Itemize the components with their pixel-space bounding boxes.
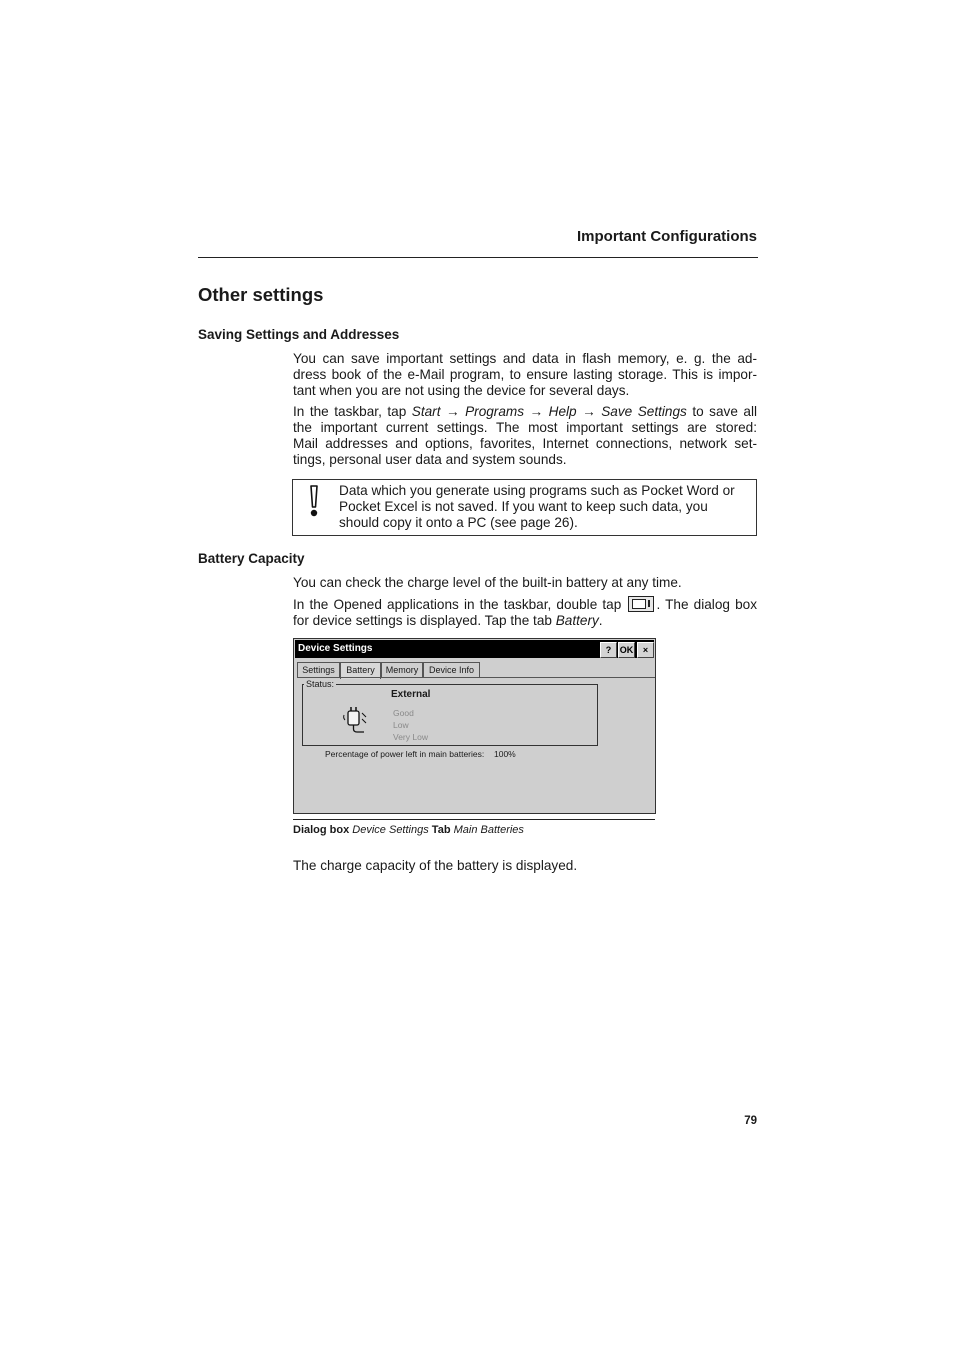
note-line: Pocket Excel is not saved. If you want to keep such data, you bbox=[339, 499, 708, 514]
level-good: Good bbox=[393, 708, 414, 718]
battery-heading: Battery Capacity bbox=[198, 551, 305, 566]
text-line: tant when you are not using the device for several days. bbox=[293, 383, 630, 398]
battery-paragraph-2 bbox=[293, 596, 757, 629]
text-line: You can save important settings and data in flash memory, e. g. the ad- bbox=[293, 351, 757, 366]
text-line: dress book of the e-Mail program, to ensure lasting storage. This is impor- bbox=[293, 367, 757, 382]
device-settings-dialog bbox=[293, 638, 656, 814]
text-line: for device settings is displayed. Tap the tab Battery. bbox=[293, 613, 603, 628]
close-button[interactable]: × bbox=[637, 642, 654, 658]
text-line: You can check the charge level of the built-in battery at any time. bbox=[293, 575, 682, 590]
percent-label: Percentage of power left in main batteries: bbox=[325, 749, 485, 759]
header-rule bbox=[198, 257, 758, 258]
running-header: Important Configurations bbox=[577, 228, 757, 245]
power-plug-icon bbox=[342, 705, 368, 733]
text-line: In the taskbar, tap Start → Programs → Help → Save Settings to save all bbox=[293, 404, 757, 419]
text-line: the important current settings. The most important settings are stored: bbox=[293, 420, 757, 435]
saving-heading: Saving Settings and Addresses bbox=[198, 327, 400, 342]
figure-caption: Dialog box Device Settings Tab Main Batteries bbox=[293, 824, 524, 836]
tab-settings[interactable]: Settings bbox=[297, 662, 340, 678]
text-line: The charge capacity of the battery is displayed. bbox=[293, 858, 578, 873]
power-source: External bbox=[391, 689, 431, 700]
saving-paragraph-2 bbox=[293, 404, 757, 468]
battery-paragraph-1 bbox=[293, 575, 757, 591]
text-line: tings, personal user data and system sounds. bbox=[293, 452, 567, 467]
tab-device-info[interactable]: Device Info bbox=[423, 662, 480, 678]
section-title: Other settings bbox=[198, 284, 324, 305]
note-line: Data which you generate using programs such as Pocket Word or bbox=[339, 483, 735, 498]
note-box bbox=[292, 479, 757, 536]
text-line: Mail addresses and options, favorites, Internet connections, network set- bbox=[293, 436, 757, 451]
tab-battery[interactable]: Battery bbox=[340, 662, 381, 679]
exclamation-icon bbox=[308, 485, 320, 517]
note-text bbox=[339, 483, 751, 531]
text-line: In the Opened applications in the taskbar, double tap . The dialog box bbox=[293, 597, 757, 612]
level-very-low: Very Low bbox=[393, 732, 428, 742]
note-line: should copy it onto a PC (see page 26). bbox=[339, 515, 578, 530]
tab-memory[interactable]: Memory bbox=[381, 662, 423, 678]
ok-button[interactable]: OK bbox=[618, 642, 635, 658]
page-number: 79 bbox=[744, 1115, 757, 1127]
percent-value: 100% bbox=[494, 749, 516, 759]
tab-divider bbox=[297, 677, 655, 678]
level-low: Low bbox=[393, 720, 409, 730]
status-label: Status: bbox=[306, 679, 335, 689]
closing-paragraph bbox=[293, 858, 757, 874]
opened-applications-icon bbox=[628, 596, 654, 612]
dialog-title-bar bbox=[295, 640, 654, 658]
caption-rule bbox=[293, 819, 655, 820]
dialog-title: Device Settings bbox=[298, 643, 373, 654]
help-button[interactable]: ? bbox=[600, 642, 617, 658]
saving-paragraph-1 bbox=[293, 351, 757, 399]
